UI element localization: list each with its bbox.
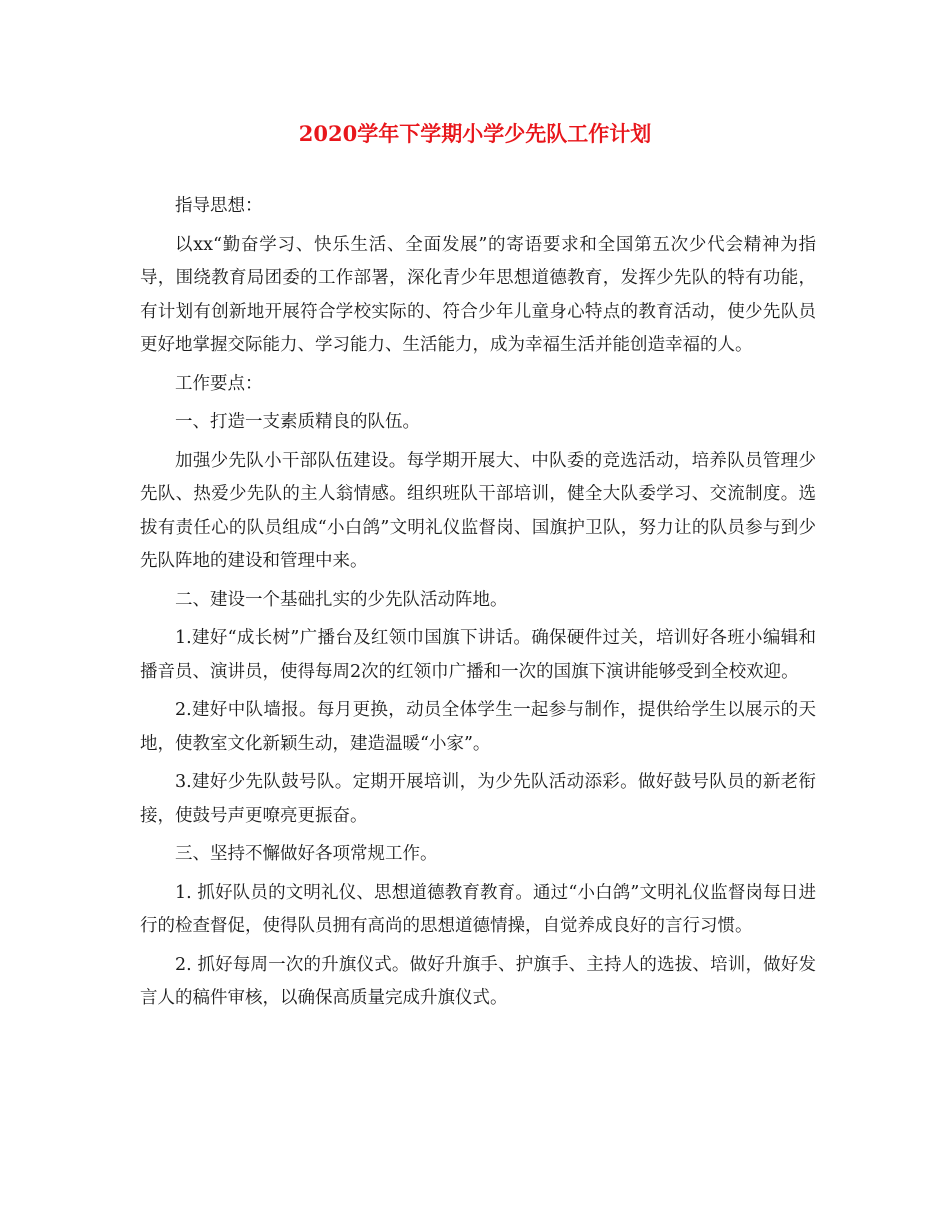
section-heading-activity-base: 二、建设一个基础扎实的少先队活动阵地。 [175, 589, 508, 610]
paragraph-guiding-text: 以xx“勤奋学习、快乐生活、全面发展”的寄语要求和全国第五次少代会精神为指导，围绕教育局团委的工作部署，深化青少年思想道德教育，发挥少先队的特有功能，有计划有创新地开展符合学校实际的、符合少年儿童身心特点的教育活动，使少先队员更好地掌握交际能力、学习能力、生活能力，成为幸福生活并能创造幸福的人。 [140, 234, 816, 355]
paragraph-wall-newspaper: 2.建好中队墙报。每月更换，动员全体学生一起参与制作，提供给学生以展示的天地，使教室文化新颖生动，建造温暖“小家”。 [140, 700, 816, 754]
paragraph-guiding-heading: 指导思想： [175, 196, 263, 216]
document-title: 2020学年下学期小学少先队工作计划 [298, 121, 652, 146]
paragraph-key-points-heading: 工作要点： [175, 373, 263, 394]
paragraph-etiquette: 1. 抓好队员的文明礼仪、思想道德教育教育。通过“小白鸽”文明礼仪监督岗每日进行的检查督促，使得队员拥有高尚的思想道德情操，自觉养成良好的言行习惯。 [140, 882, 816, 936]
paragraph-flag-ceremony: 2. 抓好每周一次的升旗仪式。做好升旗手、护旗手、主持人的选拔、培训，做好发言人的稿件审核，以确保高质量完成升旗仪式。 [140, 954, 816, 1008]
section-heading-routine-work: 三、坚持不懈做好各项常规工作。 [175, 844, 438, 864]
document-body [140, 190, 816, 1021]
paragraph-broadcast: 1.建好“成长树”广播台及红领巾国旗下讲话。确保硬件过关，培训好各班小编辑和播音员、演讲员，使得每周2次的红领巾广播和一次的国旗下演讲能够受到全校欢迎。 [140, 628, 816, 682]
paragraph-team: 加强少先队小干部队伍建设。每学期开展大、中队委的竞选活动，培养队员管理少先队、热爱少先队的主人翁情感。组织班队干部培训，健全大队委学习、交流制度。选拔有责任心的队员组成“小白鸽”文明礼仪监督岗、国旗护卫队，努力让的队员参与到少先队阵地的建设和管理中来。 [140, 450, 816, 571]
paragraph-drum-band: 3.建好少先队鼓号队。定期开展培训，为少先队活动添彩。做好鼓号队员的新老衔接，使鼓号声更嘹亮更振奋。 [140, 772, 816, 826]
section-heading-team: 一、打造一支素质精良的队伍。 [175, 412, 420, 432]
